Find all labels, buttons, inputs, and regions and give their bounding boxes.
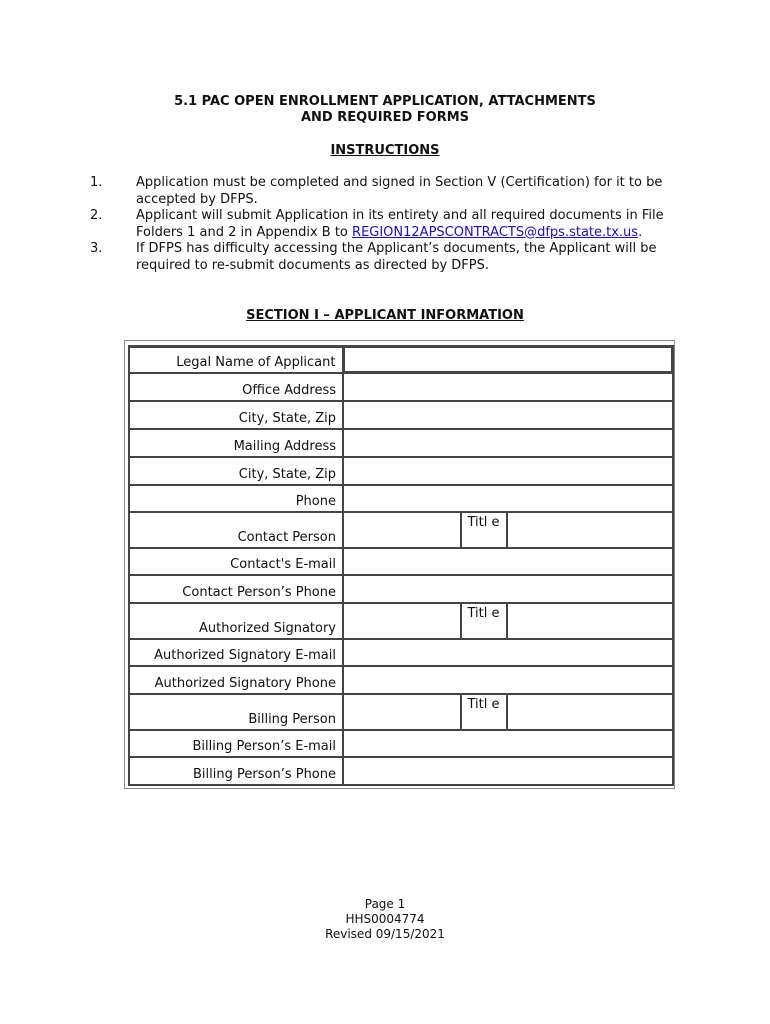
table-row bbox=[129, 401, 673, 429]
table-row bbox=[129, 575, 673, 603]
contact-email-field[interactable] bbox=[343, 548, 673, 575]
billing-email-field[interactable] bbox=[343, 730, 673, 757]
table-row bbox=[129, 485, 673, 512]
mailing-city-state-zip-field[interactable] bbox=[343, 457, 673, 485]
office-address-field[interactable] bbox=[343, 373, 673, 401]
title-line-1: 5.1 PAC OPEN ENROLLMENT APPLICATION, ATTACHMENTS bbox=[174, 94, 596, 109]
table-row bbox=[129, 757, 673, 785]
field-label: Authorized Signatory E-mail bbox=[129, 639, 343, 666]
field-label: Billing Person’s E-mail bbox=[129, 730, 343, 757]
field-label: Office Address bbox=[129, 373, 343, 401]
contact-title-field[interactable] bbox=[507, 512, 673, 548]
instruction-number: 3. bbox=[90, 241, 103, 256]
field-label: Contact Person’s Phone bbox=[129, 575, 343, 603]
field-label: Contact's E-mail bbox=[129, 548, 343, 575]
instruction-item-3 bbox=[90, 241, 690, 274]
title-label: Titl e bbox=[461, 694, 507, 730]
field-label: Billing Person’s Phone bbox=[129, 757, 343, 785]
instruction-text: Applicant will submit Application in its entirety and all required documents in File Folders 1 and 2 in Appendix B to bbox=[136, 208, 664, 240]
billing-title-field[interactable] bbox=[507, 694, 673, 730]
table-row bbox=[129, 347, 673, 373]
instructions-list bbox=[90, 175, 690, 274]
applicant-info-table bbox=[128, 345, 674, 786]
instruction-text: If DFPS has difficulty accessing the Applicant’s documents, the Applicant will be required to re-submit documents as directed by DFPS. bbox=[136, 241, 657, 273]
page-footer bbox=[0, 897, 770, 942]
instruction-item-2 bbox=[90, 208, 690, 241]
table-row bbox=[129, 457, 673, 485]
authorized-phone-field[interactable] bbox=[343, 666, 673, 694]
instruction-number: 2. bbox=[90, 208, 103, 223]
field-label: City, State, Zip bbox=[129, 457, 343, 485]
field-label: Mailing Address bbox=[129, 429, 343, 457]
phone-field[interactable] bbox=[343, 485, 673, 512]
revision-date: Revised 09/15/2021 bbox=[325, 927, 445, 941]
document-title bbox=[0, 94, 770, 126]
title-label: Titl e bbox=[461, 512, 507, 548]
form-id: HHS0004774 bbox=[345, 912, 425, 926]
mailing-address-field[interactable] bbox=[343, 429, 673, 457]
contact-person-field[interactable] bbox=[343, 512, 461, 548]
instruction-item-1 bbox=[90, 175, 690, 208]
legal-name-field[interactable] bbox=[343, 347, 673, 373]
instruction-text: Application must be completed and signed in Section V (Certification) for it to be accepted by DFPS. bbox=[136, 175, 663, 207]
page-number: Page 1 bbox=[364, 897, 406, 911]
instructions-heading: INSTRUCTIONS bbox=[330, 143, 440, 158]
table-row bbox=[129, 666, 673, 694]
instruction-text-end: . bbox=[638, 224, 643, 240]
table-row bbox=[129, 429, 673, 457]
table-row bbox=[129, 603, 673, 639]
contact-phone-field[interactable] bbox=[343, 575, 673, 603]
table-row bbox=[129, 512, 673, 548]
table-row bbox=[129, 548, 673, 575]
billing-person-field[interactable] bbox=[343, 694, 461, 730]
field-label: Authorized Signatory bbox=[129, 603, 343, 639]
field-label: Billing Person bbox=[129, 694, 343, 730]
table-row bbox=[129, 373, 673, 401]
table-row bbox=[129, 730, 673, 757]
field-label: Phone bbox=[129, 485, 343, 512]
field-label: Legal Name of Applicant bbox=[129, 347, 343, 373]
office-city-state-zip-field[interactable] bbox=[343, 401, 673, 429]
table-row bbox=[129, 694, 673, 730]
field-label: Authorized Signatory Phone bbox=[129, 666, 343, 694]
title-line-2: AND REQUIRED FORMS bbox=[300, 110, 470, 125]
title-label: Titl e bbox=[461, 603, 507, 639]
field-label: Contact Person bbox=[129, 512, 343, 548]
field-label: City, State, Zip bbox=[129, 401, 343, 429]
instruction-number: 1. bbox=[90, 175, 103, 190]
billing-phone-field[interactable] bbox=[343, 757, 673, 785]
authorized-title-field[interactable] bbox=[507, 603, 673, 639]
table-row bbox=[129, 639, 673, 666]
authorized-signatory-field[interactable] bbox=[343, 603, 461, 639]
email-link[interactable]: REGION12APSCONTRACTS@dfps.state.tx.us bbox=[352, 224, 639, 240]
authorized-email-field[interactable] bbox=[343, 639, 673, 666]
section-1-heading: SECTION I – APPLICANT INFORMATION bbox=[246, 308, 524, 323]
